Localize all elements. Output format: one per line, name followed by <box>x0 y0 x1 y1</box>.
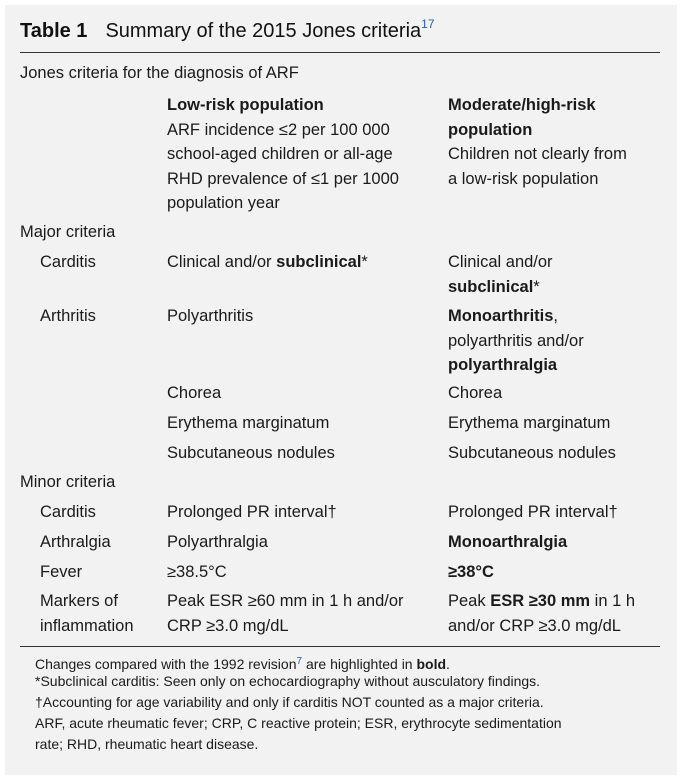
cell-bold-text: Monoarthralgia <box>448 533 568 551</box>
table-card <box>5 5 677 775</box>
footnote-accounting: †Accounting for age variability and only if carditis NOT counted as a major criteria. <box>35 694 544 710</box>
footnote-abbreviations-cont: rate; RHD, rheumatic heart disease. <box>35 736 259 752</box>
minor-markers-low <box>167 589 404 638</box>
cell-bold-text: subclinical <box>448 277 534 296</box>
title-reference: 17 <box>421 17 435 31</box>
table-number: Table 1 <box>20 20 88 42</box>
cell-text: Clinical and/or <box>448 253 553 271</box>
minor-carditis-label: Carditis <box>40 503 96 521</box>
minor-carditis-high: Prolonged PR interval† <box>448 503 618 521</box>
cell-bold-text: ESR ≥30 mm <box>490 592 591 610</box>
major-arthritis-low: Polyarthritis <box>167 307 254 325</box>
cell-text: inflammation <box>40 616 134 635</box>
cell-text: Peak <box>448 592 491 610</box>
footer-divider <box>20 646 660 647</box>
major-arthritis-label: Arthritis <box>40 307 96 325</box>
low-risk-desc-line: RHD prevalence of ≤1 per 1000 <box>167 169 399 188</box>
footnote-text: are highlighted in <box>302 656 417 672</box>
major-erythema-low: Erythema marginatum <box>167 414 330 432</box>
cell-text: polyarthritis and/or <box>448 331 584 350</box>
low-risk-desc-line: school-aged children or all-age <box>167 145 393 163</box>
cell-text: Peak ESR ≥60 mm in 1 h and/or <box>167 592 404 610</box>
cell-bold-text: Monoarthritis <box>448 307 554 325</box>
high-risk-desc-line: a low-risk population <box>448 169 599 188</box>
minor-fever-high <box>448 560 494 585</box>
high-risk-heading: Moderate/high-risk <box>448 96 596 114</box>
high-risk-header <box>448 93 627 191</box>
cell-text: and/or CRP ≥3.0 mg/dL <box>448 616 621 635</box>
footnote-abbreviations: ARF, acute rheumatic fever; CRP, C reactive protein; ESR, erythrocyte sedimentation <box>35 715 562 731</box>
footnote-subclinical: *Subclinical carditis: Seen only on echocardiography without ausculatory findings. <box>35 673 541 689</box>
cell-bold-text: ≥38°C <box>448 563 494 581</box>
major-nodules-high: Subcutaneous nodules <box>448 444 616 462</box>
title-divider <box>20 52 660 53</box>
cell-bold-text: subclinical <box>276 253 362 271</box>
major-criteria-label: Major criteria <box>20 223 116 241</box>
minor-criteria-label: Minor criteria <box>20 473 116 491</box>
minor-arthralgia-label: Arthralgia <box>40 533 111 551</box>
footnote-changes <box>35 652 450 674</box>
cell-text: , <box>553 307 559 325</box>
major-carditis-high <box>448 250 553 299</box>
table-title <box>20 17 435 43</box>
cell-text: * <box>361 253 368 271</box>
major-nodules-low: Subcutaneous nodules <box>167 444 335 462</box>
major-chorea-low: Chorea <box>167 384 222 402</box>
cell-text: in 1 h <box>590 592 636 610</box>
minor-fever-low: ≥38.5°C <box>167 563 227 581</box>
table-caption: Jones criteria for the diagnosis of ARF <box>20 64 299 82</box>
low-risk-desc-line: ARF incidence ≤2 per 100 000 <box>167 120 390 139</box>
major-carditis-low <box>167 250 368 275</box>
high-risk-desc-line: Children not clearly from <box>448 145 627 163</box>
footnote-bold-text: bold <box>416 656 447 672</box>
minor-markers-label <box>40 589 134 638</box>
minor-arthralgia-high <box>448 530 567 555</box>
minor-carditis-low: Prolonged PR interval† <box>167 503 337 521</box>
high-risk-heading: population <box>448 120 533 139</box>
cell-text: * <box>533 277 540 296</box>
cell-text: Clinical and/or <box>167 253 277 271</box>
low-risk-desc-line: population year <box>167 194 280 212</box>
footnote-reference: 7 <box>296 656 303 667</box>
major-arthritis-high <box>448 304 584 378</box>
minor-arthralgia-low: Polyarthralgia <box>167 533 268 551</box>
minor-fever-label: Fever <box>40 563 83 581</box>
footnote-text: . <box>446 656 450 672</box>
low-risk-header <box>167 93 399 216</box>
minor-markers-high <box>448 589 635 638</box>
major-chorea-high: Chorea <box>448 384 503 402</box>
major-carditis-label: Carditis <box>40 253 96 271</box>
footnote-text: Changes compared with the 1992 revision <box>35 656 297 672</box>
low-risk-heading: Low-risk population <box>167 96 324 114</box>
cell-text: CRP ≥3.0 mg/dL <box>167 616 289 635</box>
table-title-text: Summary of the 2015 Jones criteria <box>105 20 422 42</box>
cell-text: Markers of <box>40 592 118 610</box>
major-erythema-high: Erythema marginatum <box>448 414 611 432</box>
cell-bold-text: polyarthralgia <box>448 356 558 374</box>
